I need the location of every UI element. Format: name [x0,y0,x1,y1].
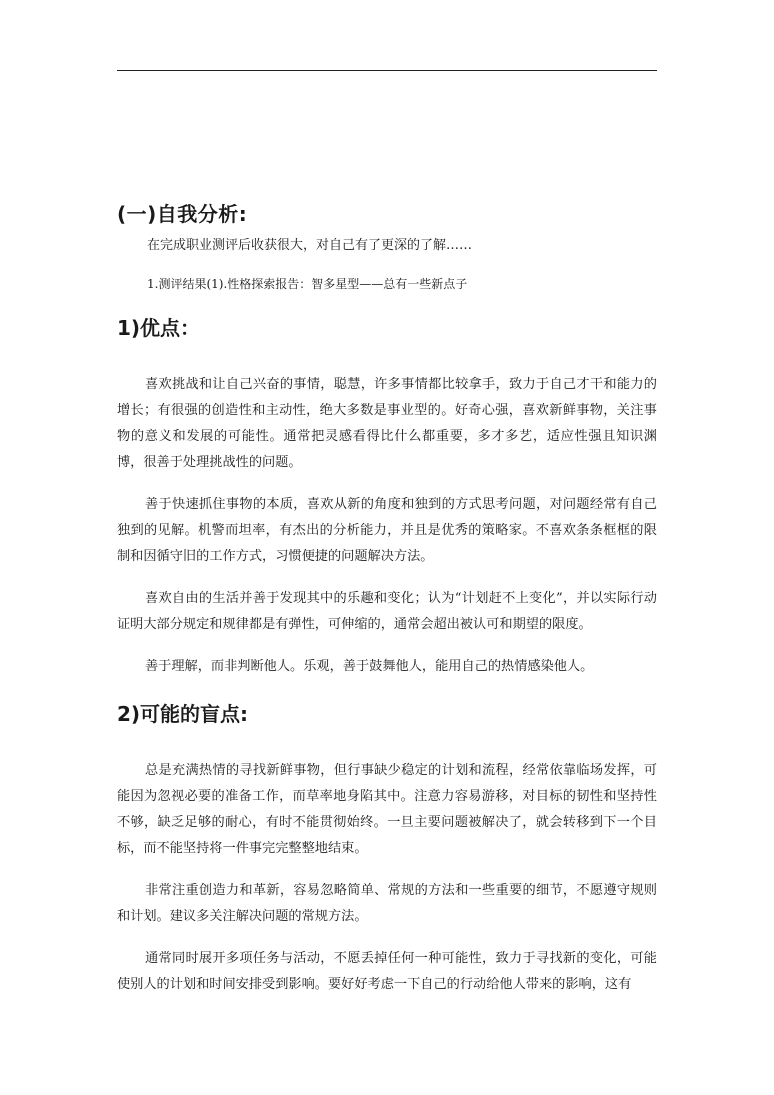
strengths-heading: 1)优点： [117,316,201,340]
blindspots-paragraph-2: 非常注重创造力和革新，容易忽略简单、常规的方法和一些重要的细节，不愿遵守规则和计划。建议多关注解决问题的常规方法。 [117,883,657,924]
header-rule [117,70,657,71]
blindspots-heading: 2)可能的盲点: [117,702,249,726]
section-title: (一)自我分析: [117,202,248,226]
assessment-result: 1.测评结果(1).性格探索报告：智多星型——总有一些新点子 [147,277,468,291]
strengths-paragraph-3: 喜欢自由的生活并善于发现其中的乐趣和变化；认为“计划赶不上变化”，并以实际行动证明大部分规定和规律都是有弹性，可伸缩的，通常会超出被认可和期望的限度。 [117,591,657,632]
blindspots-paragraph-1: 总是充满热情的寻找新鲜事物，但行事缺少稳定的计划和流程，经常依靠临场发挥，可能因为忽视必要的准备工作，而草率地身陷其中。注意力容易游移，对目标的韧性和坚持性不够，缺乏足够的耐心，有时不能贯彻始终。一旦主要问题被解决了，就会转移到下一个目标，而不能坚持将一件事完完整整地结束。 [117,763,657,856]
strengths-paragraph-1: 喜欢挑战和让自己兴奋的事情，聪慧，许多事情都比较拿手，致力于自己才干和能力的增长；有很强的创造性和主动性，绝大多数是事业型的。好奇心强，喜欢新鲜事物，关注事物的意义和发展的可能性。通常把灵感看得比什么都重要，多才多艺，适应性强且知识渊博，很善于处理挑战性的问题。 [117,377,657,470]
strengths-paragraph-2: 善于快速抓住事物的本质，喜欢从新的角度和独到的方式思考问题，对问题经常有自己独到的见解。机警而坦率，有杰出的分析能力，并且是优秀的策略家。不喜欢条条框框的限制和因循守旧的工作方式，习惯便捷的问题解决方法。 [117,497,657,564]
document-body [117,200,657,998]
blindspots-paragraph-3: 通常同时展开多项任务与活动，不愿丢掉任何一种可能性，致力于寻找新的变化，可能使别人的计划和时间安排受到影响。要好好考虑一下自己的行动给他人带来的影响，这有 [117,951,657,992]
strengths-paragraph-4: 善于理解，而非判断他人。乐观，善于鼓舞他人，能用自己的热情感染他人。 [145,659,594,674]
intro-text: 在完成职业测评后收获很大，对自己有了更深的了解…… [147,238,473,253]
